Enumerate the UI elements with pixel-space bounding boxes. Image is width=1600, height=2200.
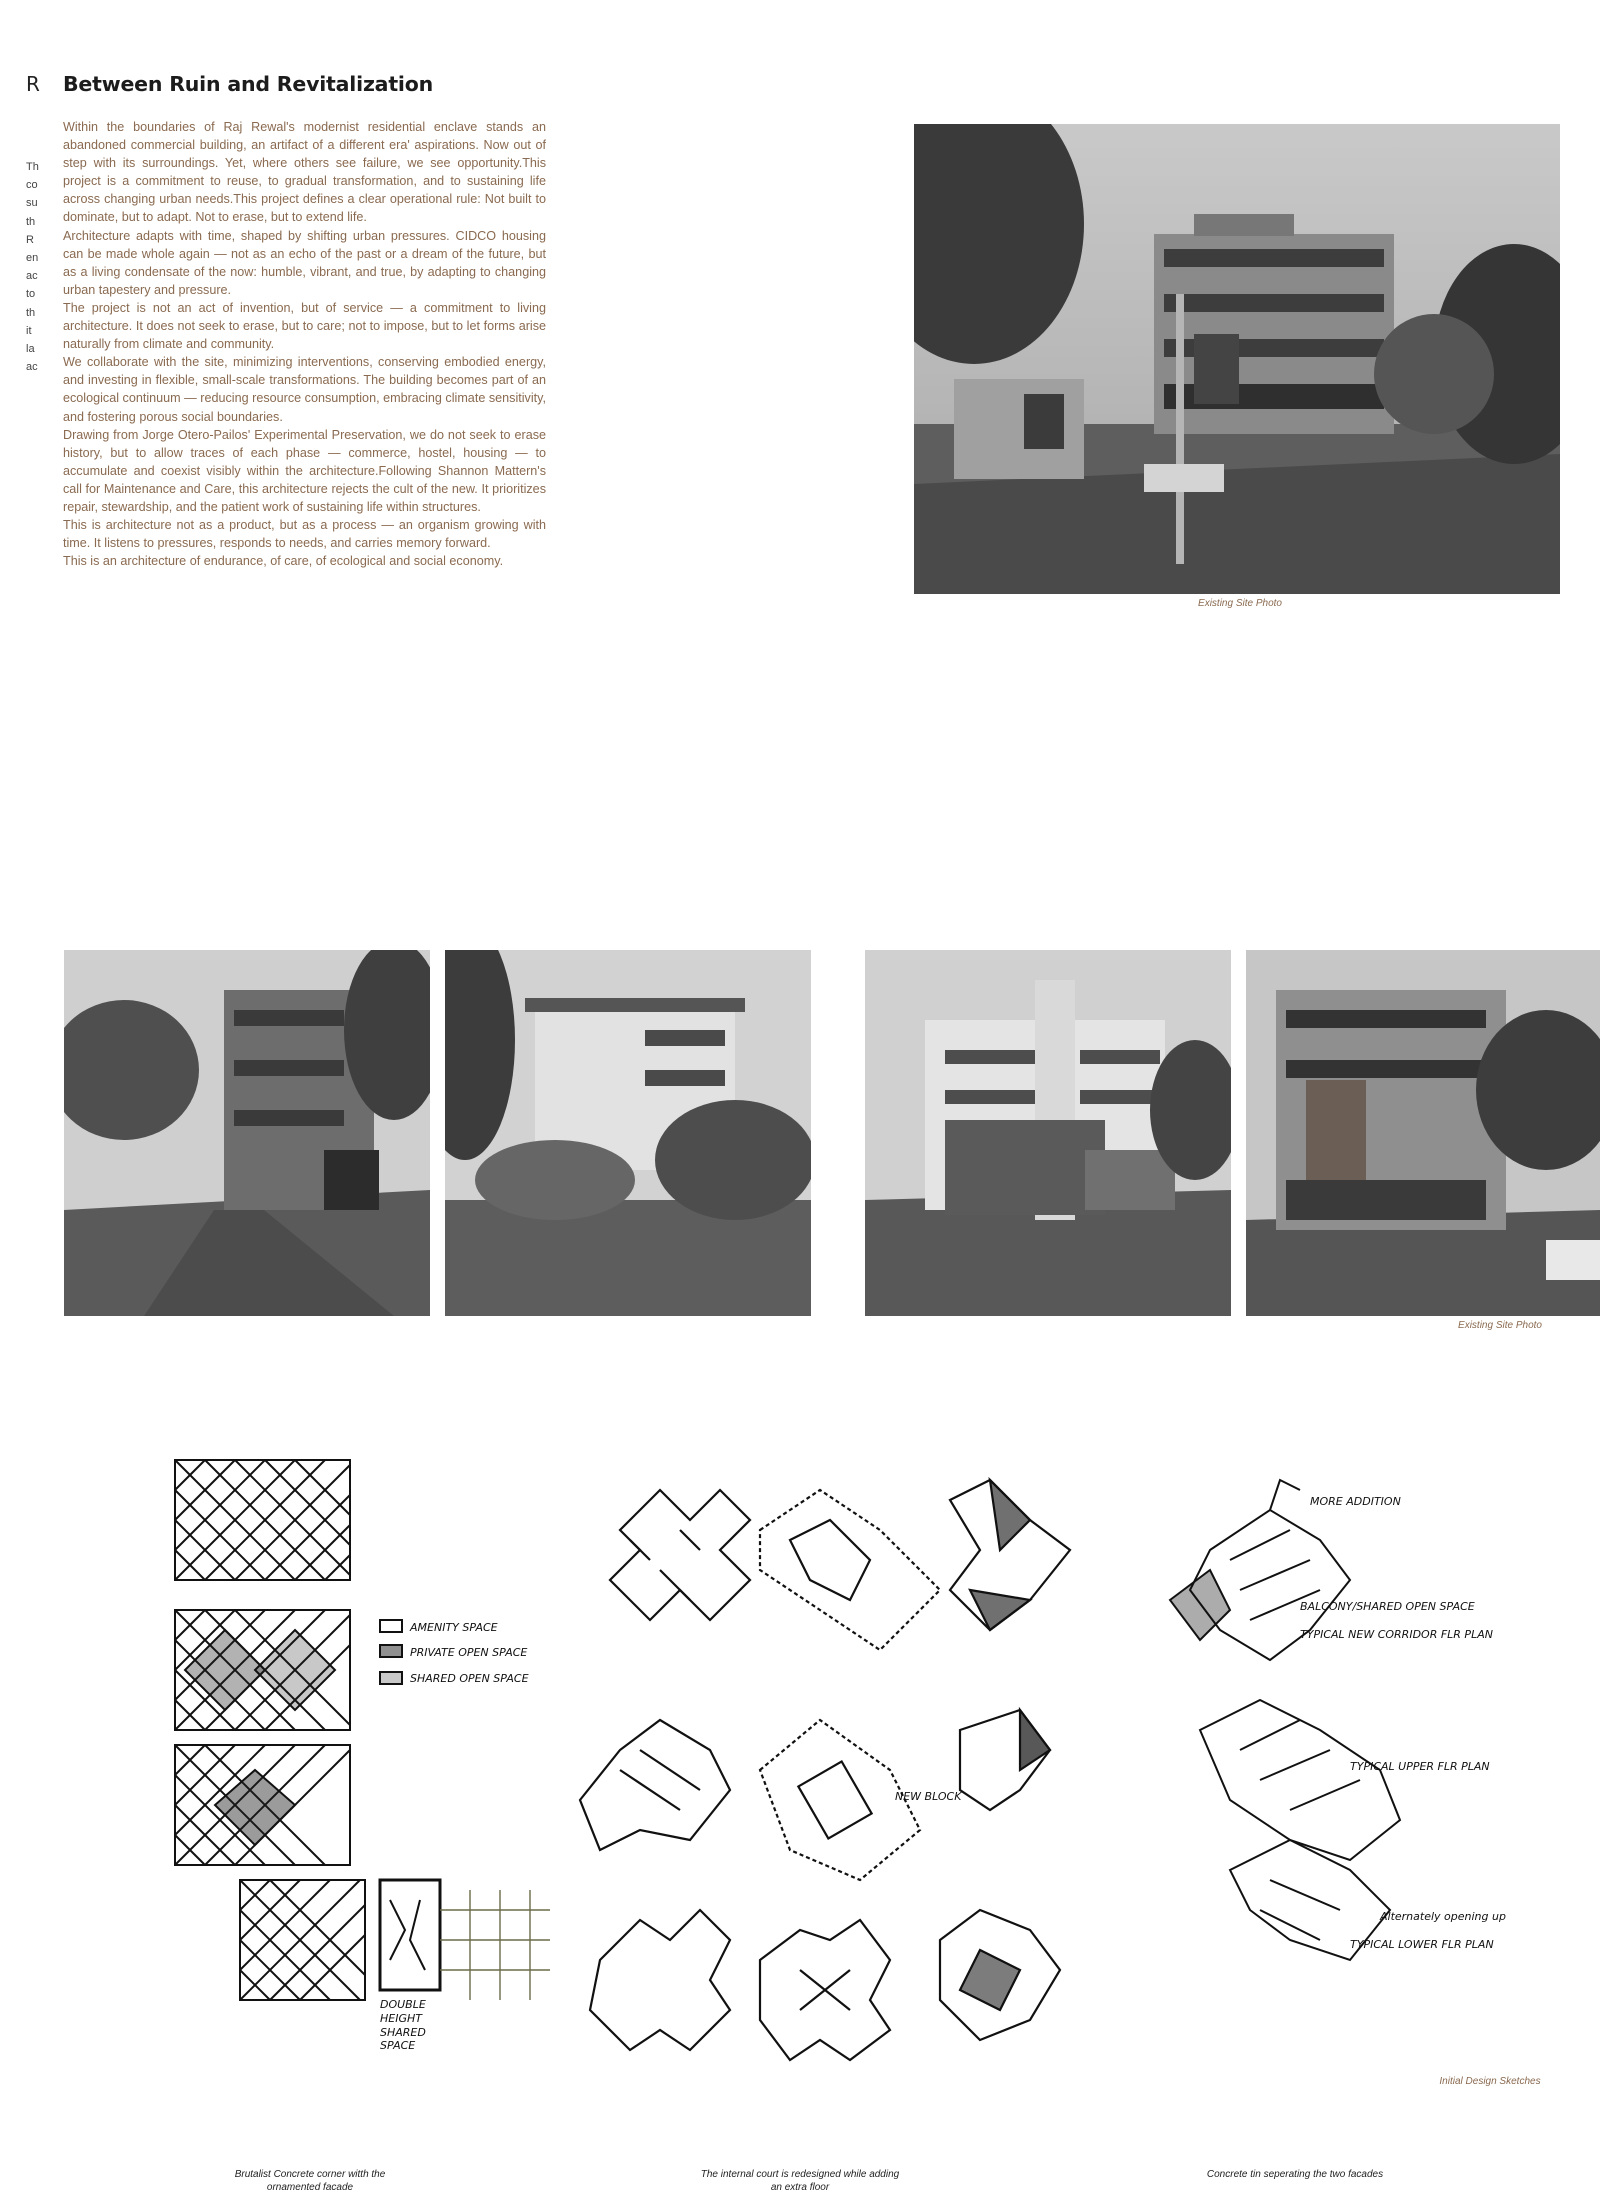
fragment-letter: R: [26, 233, 34, 246]
fragment-letter: co: [26, 179, 38, 192]
body-text: [63, 118, 546, 570]
note-typical-upper: TYPICAL UPPER FLR PLAN: [1350, 1760, 1490, 1773]
site-photo-corner: [445, 950, 811, 1316]
note-typical-lower: TYPICAL LOWER FLR PLAN: [1350, 1938, 1494, 1951]
paragraph: The project is not an act of invention, but of service — a commitment to living architecture. It does not seek to erase, but to care; not to impose, but to let forms arise naturally from climate and community.: [63, 300, 546, 352]
paragraph: Architecture adapts with time, shaped by shifting urban pressures. CIDCO housing can be made whole again — not as an echo of the past or a dream of the future, but as a living condensate of the now: humble, vibrant, and true, by adapting to changing urban tapestery and pressure.: [63, 228, 546, 297]
fragment-column: [26, 158, 40, 376]
sketch-floor-plans: [560, 1470, 1140, 2080]
note-more-addition: MORE ADDITION: [1310, 1495, 1401, 1508]
fragment-letter: th: [26, 215, 36, 228]
fragment-letter: en: [26, 252, 39, 265]
legend-shared: SHARED OPEN SPACE: [410, 1672, 529, 1685]
caption-site-photo-top: Existing Site Photo: [1198, 598, 1282, 609]
paragraph: We collaborate with the site, minimizing interventions, conserving embodied energy, and investing in flexible, small-scale transformations. The building becomes part of an ecological continuum — reducing resource consumption, embracing climate sensitivity, and fostering porous social boundaries.: [63, 355, 546, 424]
fragment-letter: it: [26, 324, 32, 337]
note-height: HEIGHT: [380, 2012, 422, 2025]
caption-sketch-col1: Brutalist Concrete corner witth the ornamented facade: [234, 2169, 386, 2193]
page-title: Between Ruin and Revitalization: [63, 72, 434, 96]
fragment-title: R: [26, 72, 40, 96]
paragraph: This is architecture not as a product, but as a process — an organism growing with time. It listens to pressures, responds to needs, and carries memory forward.: [63, 518, 546, 551]
fragment-letter: ac: [26, 270, 38, 283]
legend-amenity: AMENITY SPACE: [410, 1621, 498, 1634]
paragraph: This is an architecture of endurance, of care, of ecological and social economy.: [63, 554, 504, 569]
note-shared: SHARED: [380, 2026, 426, 2039]
fragment-letter: su: [26, 197, 38, 210]
fragment-letter: to: [26, 288, 36, 301]
fragment-letter: Th: [26, 161, 39, 173]
note-space: SPACE: [380, 2039, 416, 2050]
paragraph: Within the boundaries of Raj Rewal's modernist residential enclave stands an abandoned commercial building, an artifact of a different era' aspirations. Now out of step with its surroundings. Yet, where others see failure, we see opportunity.This project is a commitment to reuse, to gradual transformation, and to sustaining life across changing urban needs.This project defines a clear operational rule: Not built to dominate, but to adapt. Not to erase, but to extend life.: [63, 120, 546, 225]
caption-site-photo-row: Existing Site Photo: [1458, 1320, 1542, 1331]
site-photo-street: [64, 950, 430, 1316]
paragraph: Drawing from Jorge Otero-Pailos' Experimental Preservation, we do not seek to erase history, but to allow traces of each phase — commerce, hostel, housing — to accumulate and coexist visibly within the architecture.Following Shannon Mattern's call for Maintenance and Care, this architecture rejects the cult of the new. It prioritizes repair, stewardship, and the patient work of sustaining life within structures.: [63, 427, 546, 514]
site-photo-shed: [865, 950, 1231, 1316]
note-balcony: BALCONY/SHARED OPEN SPACE: [1300, 1600, 1475, 1613]
fragment-letter: ac: [26, 361, 38, 374]
sketch-axonometric: [1150, 1470, 1530, 2010]
note-double: DOUBLE: [380, 1998, 426, 2011]
caption-sketches: Initial Design Sketches: [1439, 2076, 1541, 2087]
sketch-double-height: [230, 1870, 570, 2050]
caption-sketch-col3: Concrete tin seperating the two facades: [1206, 2169, 1384, 2180]
note-alternately: Alternately opening up: [1380, 1910, 1506, 1923]
sketch-grid-facade: [165, 1450, 555, 1900]
note-typical-new: TYPICAL NEW CORRIDOR FLR PLAN: [1300, 1628, 1493, 1641]
fragment-letter: th: [26, 306, 36, 319]
site-photo-facade: [1246, 950, 1600, 1316]
caption-sketch-col2: The internal court is redesigned while adding an extra floor: [700, 2169, 900, 2193]
site-photo-main: [914, 124, 1560, 594]
legend-private: PRIVATE OPEN SPACE: [410, 1646, 528, 1659]
fragment-letter: la: [26, 343, 35, 356]
note-new-block: NEW BLOCK: [895, 1790, 962, 1803]
